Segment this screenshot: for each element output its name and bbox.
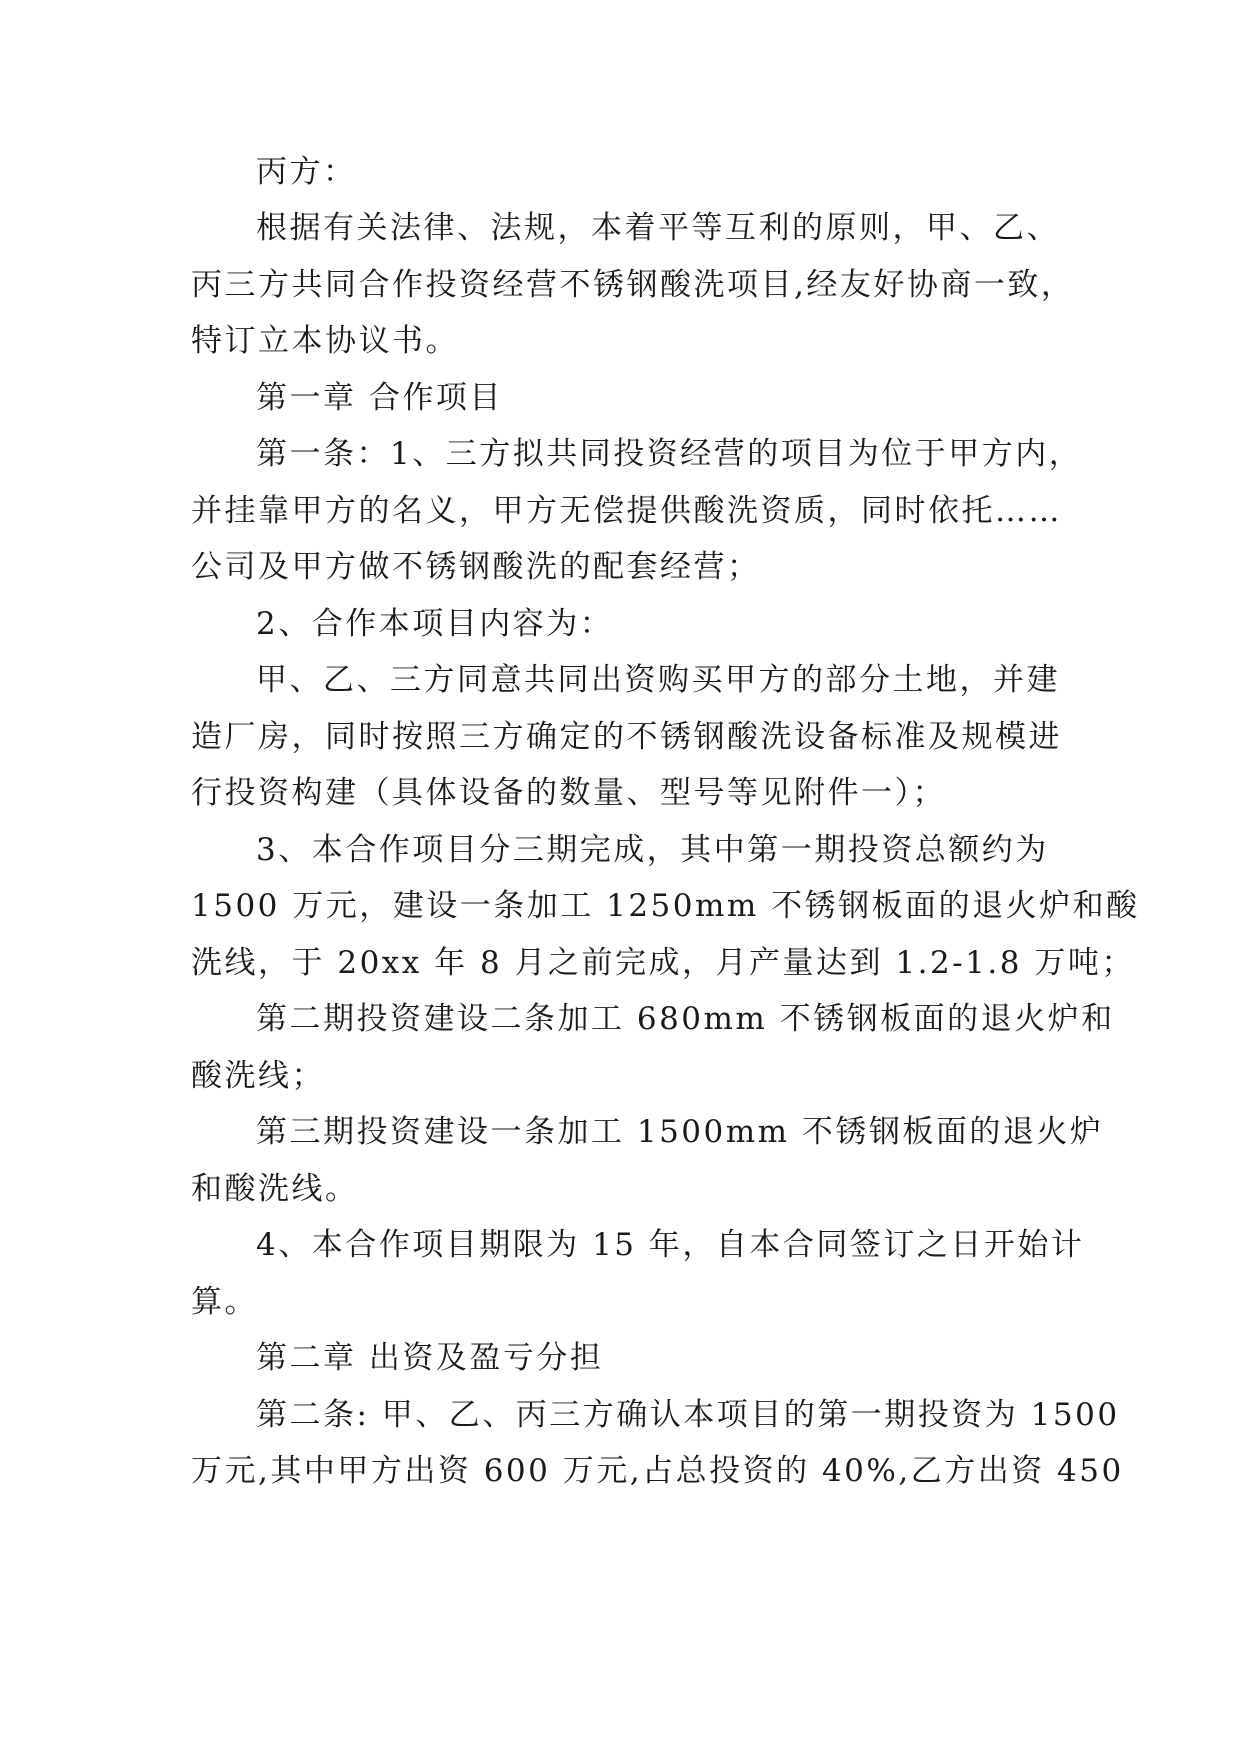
preamble-line-3: 特订立本协议书。 xyxy=(191,323,459,359)
article-2-line-1: 第二条: 甲、乙、丙三方确认本项目的第一期投资为 1500 xyxy=(256,1397,1120,1433)
item-3-line-3: 洗线，于 20xx 年 8 月之前完成，月产量达到 1.2-1.8 万吨； xyxy=(191,945,1135,981)
chapter-1-heading: 第一章 合作项目 xyxy=(256,380,503,416)
preamble-line-1: 根据有关法律、法规，本着平等互利的原则，甲、乙、 xyxy=(256,210,1060,246)
item-3-line-2: 1500 万元，建设一条加工 1250mm 不锈钢板面的退火炉和酸 xyxy=(191,888,1140,924)
phase-3-line-2: 和酸洗线。 xyxy=(191,1171,359,1207)
item-4-line-2: 算。 xyxy=(191,1284,258,1320)
phase-2-line-2: 酸洗线； xyxy=(191,1058,325,1094)
item-2-line-2: 造厂房，同时按照三方确定的不锈钢酸洗设备标准及规模进 xyxy=(191,719,1062,755)
article-1-line-1: 第一条：1、三方拟共同投资经营的项目为位于甲方内， xyxy=(256,436,1083,472)
chapter-2-heading: 第二章 出资及盈亏分担 xyxy=(256,1340,604,1376)
preamble-line-2: 丙三方共同合作投资经营不锈钢酸洗项目,经友好协商一致， xyxy=(191,267,1075,303)
article-1-line-2: 并挂靠甲方的名义，甲方无偿提供酸洗资质，同时依托…… xyxy=(191,493,1062,529)
item-2-line-3: 行投资构建（具体设备的数量、型号等见附件一）； xyxy=(191,775,946,811)
article-2-line-2: 万元,其中甲方出资 600 万元,占总投资的 40%,乙方出资 450 xyxy=(191,1453,1124,1489)
phase-2-line-1: 第二期投资建设二条加工 680mm 不锈钢板面的退火炉和 xyxy=(256,1001,1115,1037)
item-3-line-1: 3、本合作项目分三期完成，其中第一期投资总额约为 xyxy=(256,832,1049,868)
item-2-heading: 2、合作本项目内容为： xyxy=(256,606,614,642)
item-4-line-1: 4、本合作项目期限为 15 年，自本合同签订之日开始计 xyxy=(256,1227,1085,1263)
phase-3-line-1: 第三期投资建设一条加工 1500mm 不锈钢板面的退火炉 xyxy=(256,1114,1104,1150)
party-c-label: 丙方： xyxy=(256,154,357,190)
article-1-line-3: 公司及甲方做不锈钢酸洗的配套经营； xyxy=(191,549,761,585)
item-2-line-1: 甲、乙、三方同意共同出资购买甲方的部分土地，并建 xyxy=(256,662,1060,698)
